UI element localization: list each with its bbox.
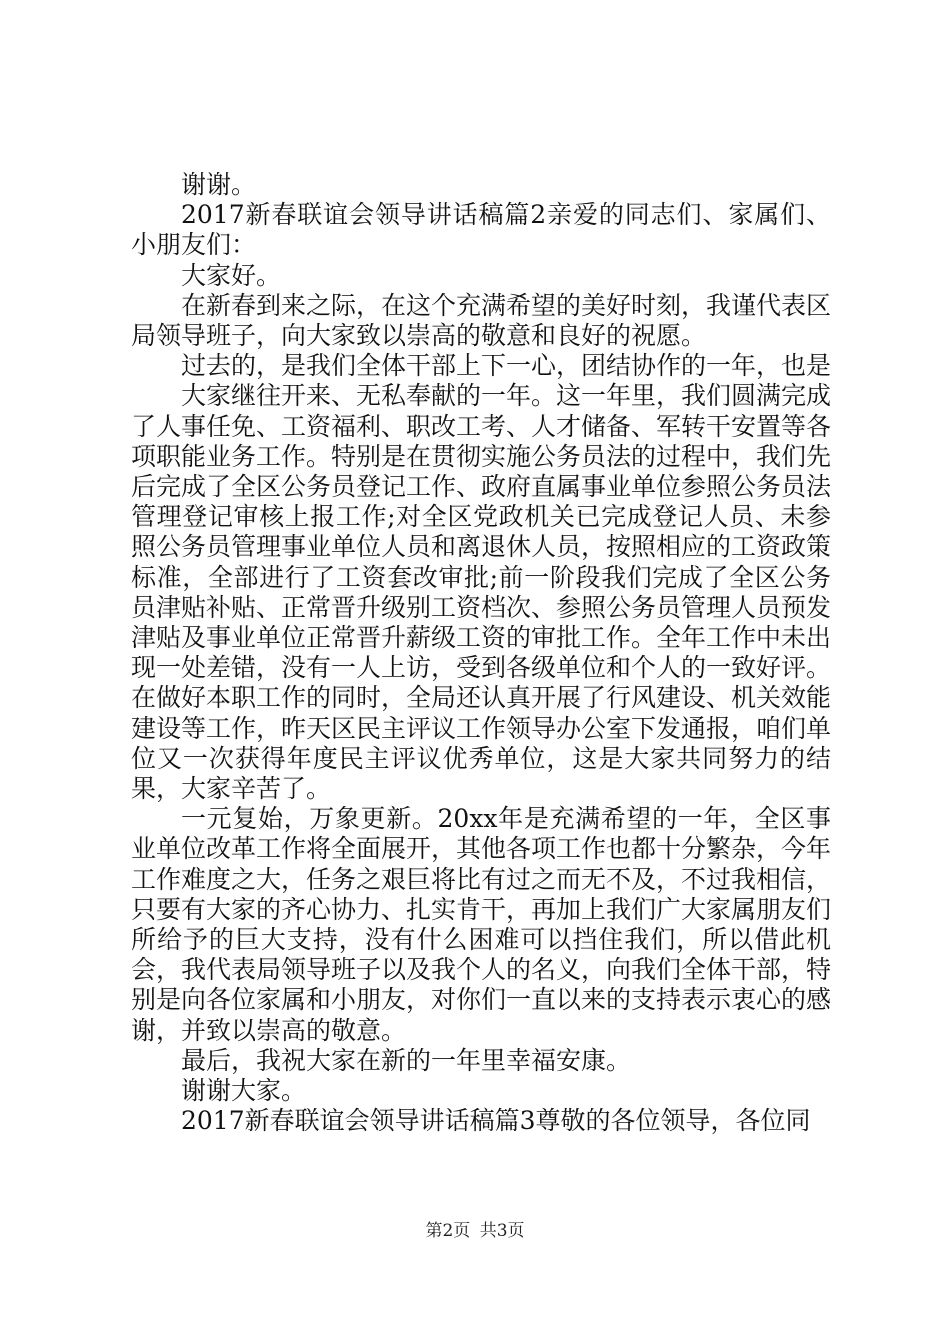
paragraph: 2017新春联谊会领导讲话稿篇3尊敬的各位领导，各位同 [181,1106,811,1136]
paragraph: 一元复始，万象更新。20xx年是充满希望的一年，全区事业单位改革工作将全面展开，其他各项工作也都十分繁杂，今年工作难度之大，任务之艰巨将比有过之而无不及，不过我相信，只要有大家的齐心协力、扎实肯干，再加上我们广大家属朋友们所给予的巨大支持，没有什么困难可以挡住我们，所以借此机会，我代表局领导班子以及我个人的名义，向我们全体干部，特别是向各位家属和小朋友，对你们一直以来的支持表示衷心的感谢，并致以崇高的敬意。 [131,804,832,1045]
paragraph: 最后，我祝大家在新的一年里幸福安康。 [181,1045,632,1075]
document-body [131,170,831,1137]
paragraph: 谢谢。 [181,170,257,199]
paragraph: 2017新春联谊会领导讲话稿篇2亲爱的同志们、家属们、小朋友们： [131,200,831,260]
paragraph: 大家好。 [181,260,282,290]
page-number: 第2页 [425,1221,471,1241]
paragraph: 过去的，是我们全体干部上下一心，团结协作的一年，也是 [181,351,832,381]
page-footer [0,1216,950,1241]
paragraph: 谢谢大家。 [181,1076,307,1106]
paragraph: 大家继往开来、无私奉献的一年。这一年里，我们圆满完成了人事任免、工资福利、职改工考、人才储备、军转干安置等各项职能业务工作。特别是在贯彻实施公务员法的过程中，我们先后完成了全区公务员登记工作、政府直属事业单位参照公务员法管理登记审核上报工作;对全区党政机关已完成登记人员、未参照公务员管理事业单位人员和离退休人员，按照相应的工资政策标准，全部进行了工资套改审批;前一阶段我们完成了全区公务员津贴补贴、正常晋升级别工资档次、参照公务员管理人员预发津贴及事业单位正常晋升薪级工资的审批工作。全年工作中未出现一处差错，没有一人上访，受到各级单位和个人的一致好评。在做好本职工作的同时，全局还认真开展了行风建设、机关效能建设等工作，昨天区民主评议工作领导办公室下发通报，咱们单位又一次获得年度民主评议优秀单位，这是大家共同努力的结果，大家辛苦了。 [131,381,832,804]
page-total: 共3页 [479,1221,525,1241]
paragraph: 在新春到来之际，在这个充满希望的美好时刻，我谨代表区局领导班子，向大家致以崇高的敬意和良好的祝愿。 [131,290,832,351]
